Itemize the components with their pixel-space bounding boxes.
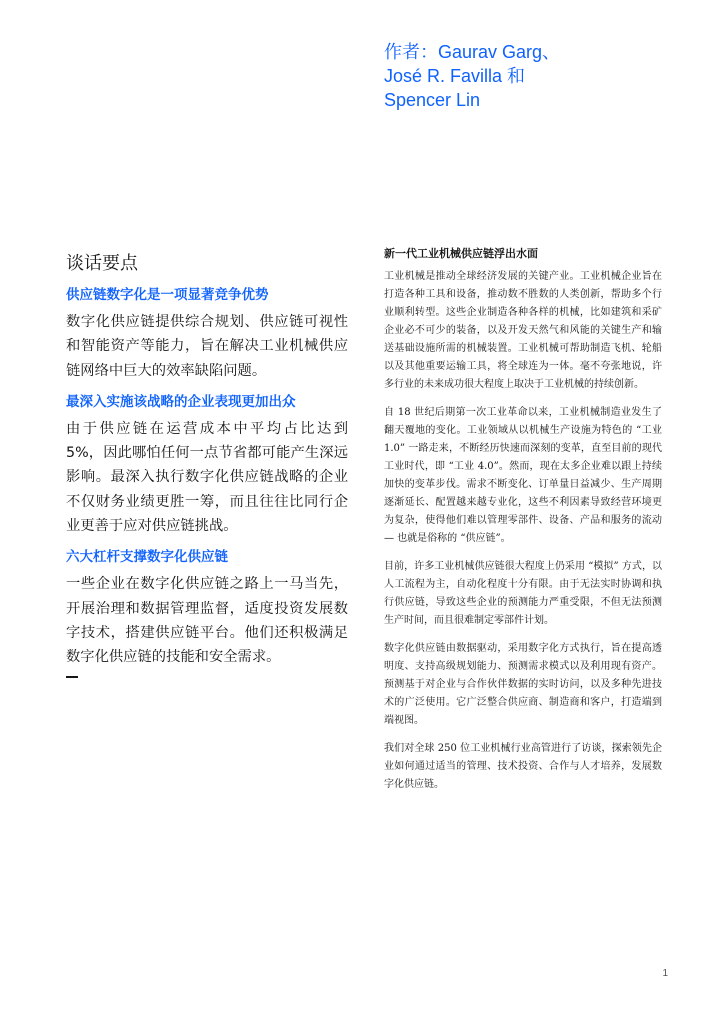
point-body: 数字化供应链提供综合规划、供应链可视性和智能资产等能力，旨在解决工业机械供应链网络中巨大的效率缺陷问题。 <box>66 314 348 379</box>
talking-points-column <box>66 252 348 678</box>
article-paragraph: 自 18 世纪后期第一次工业革命以来，工业机械制造业发生了翻天覆地的变化。工业领域从以机械生产设施为特色的 “工业 1.0” 一路走来，不断经历快速而深刻的变革，直至目前的现代工业时代，即 “工业 4.0”。然而，现在太多企业难以跟上持续加快的变革步伐。需求不断变化、订单量日益减少、生产周期逐渐延长、配置越来越专业化，这些不利因素导致经营环境更为复杂，使得他们难以管理零部件、设备、产品和服务的流动 — 也就是俗称的 “供应链”。 <box>384 407 662 544</box>
page-number: 1 <box>662 968 668 979</box>
article-paragraph: 目前，许多工业机械供应链很大程度上仍采用 “模拟” 方式，以人工流程为主，自动化程度十分有限。由于无法实时协调和执行供应链，导致这些企业的预测能力严重受限，不但无法预测生产时间，而且很难制定零部件计划。 <box>384 561 662 626</box>
point-heading: 最深入实施该战略的企业表现更加出众 <box>66 393 296 410</box>
point-heading: 六大杠杆支撑数字化供应链 <box>66 549 228 566</box>
point-body: 一些企业在数字化供应链之路上一马当先，开展治理和数据管理监督，适度投资发展数字技术，搭建供应链平台。他们还积极满足数字化供应链的技能和安全需求。 <box>66 576 348 666</box>
author-line-2: José R. Favilla 和 <box>384 66 526 86</box>
talking-points-title: 谈话要点 <box>66 253 138 274</box>
article-paragraph: 数字化供应链由数据驱动，采用数字化方式执行，旨在提高透明度、支持高级规划能力、预测需求模式以及利用现有资产。预测基于对企业与合作伙伴数据的实时访问，以及多种先进技术的广泛使用。它广泛整合供应商、制造商和客户，打造端到端视图。 <box>384 643 662 726</box>
article-heading: 新一代工业机械供应链浮出水面 <box>384 247 538 260</box>
divider-rule <box>66 676 78 678</box>
article-column <box>384 246 662 804</box>
author-byline <box>384 40 664 112</box>
article-paragraph: 我们对全球 250 位工业机械行业高管进行了访谈，探索领先企业如何通过适当的管理、技术投资、合作与人才培养，发展数字化供应链。 <box>384 743 662 790</box>
article-paragraph: 工业机械是推动全球经济发展的关键产业。工业机械企业旨在打造各种工具和设备，推动数不胜数的人类创新，帮助多个行业顺利转型。这些企业制造各种各样的机械，比如建筑和采矿企业必不可少的装备，以及开发天然气和风能的关键生产和输送基础设施所需的机械装置。工业机械可帮助制造飞机、轮船以及其他重要运输工具，将全球连为一体。毫不夸张地说，许多行业的未来成功很大程度上取决于工业机械的持续创新。 <box>384 271 662 390</box>
author-line-1: 作者：Gaurav Garg、 <box>384 42 561 62</box>
author-line-3: Spencer Lin <box>384 90 481 110</box>
point-body: 由于供应链在运营成本中平均占比达到 5%，因此哪怕任何一点节省都可能产生深远影响。最深入执行数字化供应链战略的企业不仅财务业绩更胜一筹，而且往往比同行企业更善于应对供应链挑战。 <box>66 420 348 535</box>
point-heading: 供应链数字化是一项显著竞争优势 <box>66 287 269 303</box>
